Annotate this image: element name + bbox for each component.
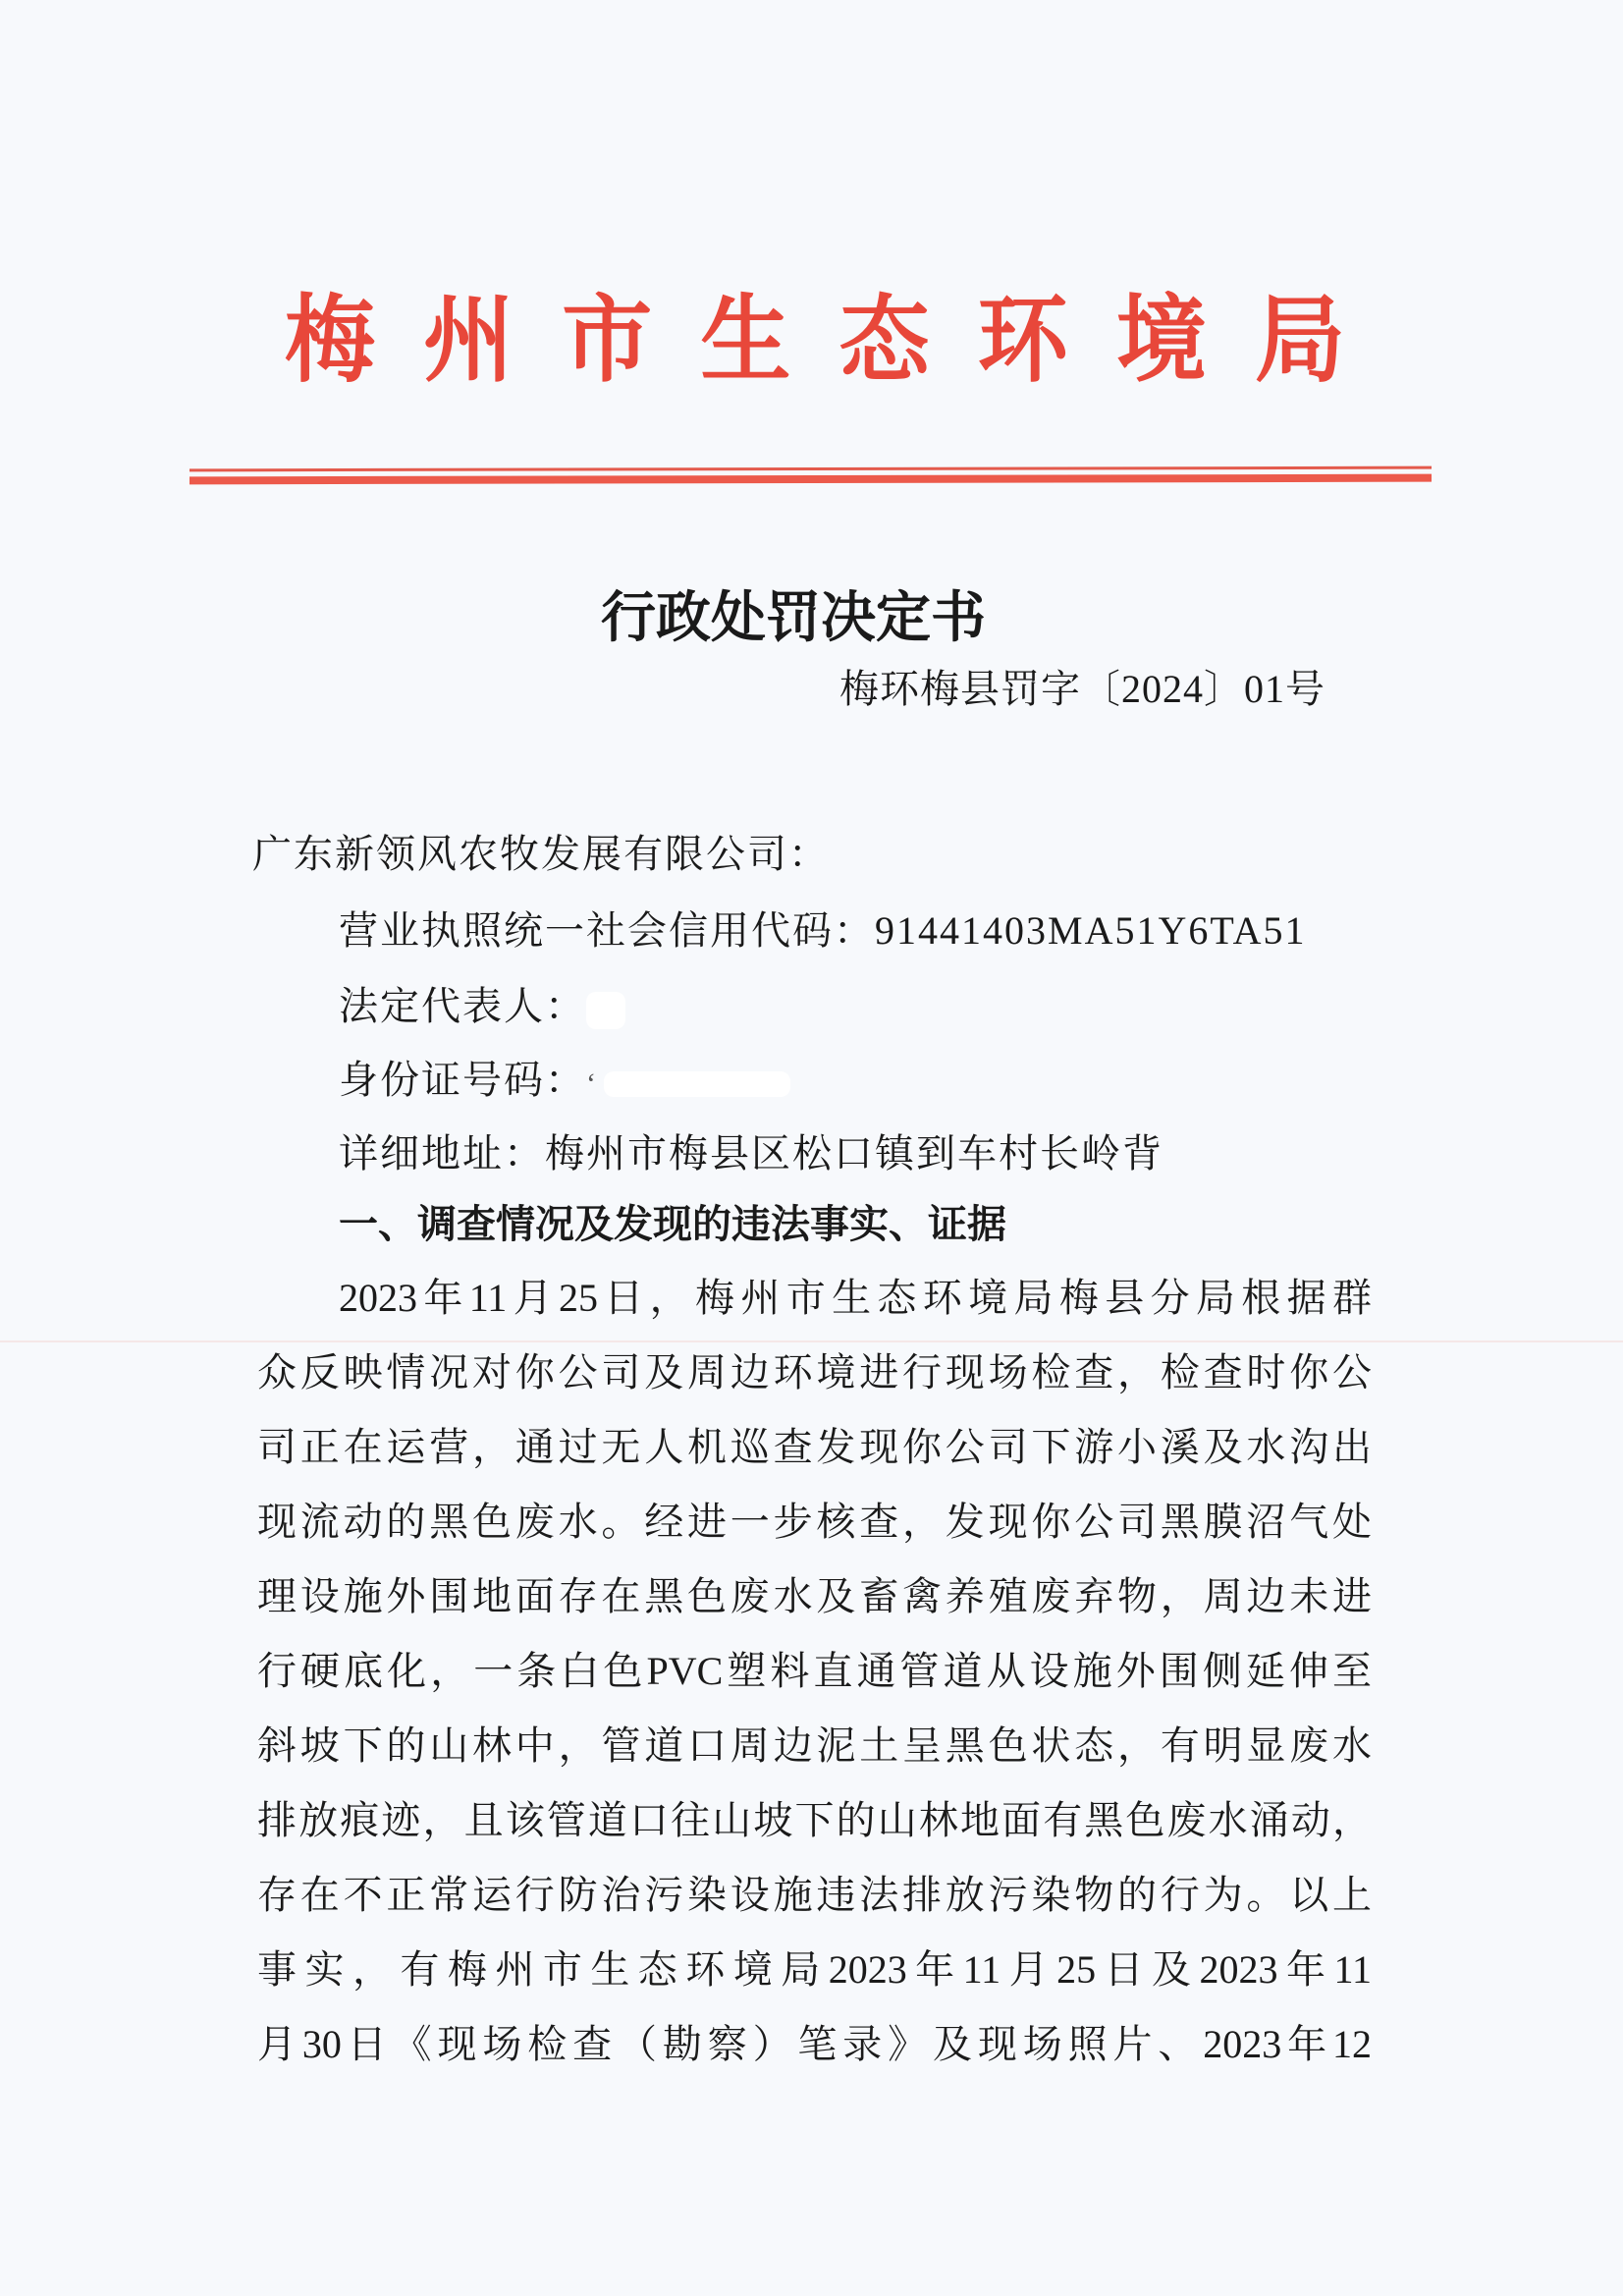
id-number-row bbox=[339, 1049, 790, 1105]
body-paragraph-line: 斜坡下的山林中，管道口周边泥土呈黑色状态，有明显废水 bbox=[257, 1723, 1372, 1768]
credit-code-value: 91441403MA51Y6TA51 bbox=[875, 908, 1307, 953]
body-paragraph-line: 司正在运营，通过无人机巡查发现你公司下游小溪及水沟出 bbox=[257, 1425, 1372, 1469]
letterhead-char: 态 bbox=[839, 284, 930, 396]
letterhead-char: 梅 bbox=[285, 284, 376, 396]
letterhead-char: 局 bbox=[1254, 284, 1345, 396]
address-value: 梅州市梅县区松口镇到车村长岭背 bbox=[545, 1131, 1163, 1175]
body-paragraph-line: 行硬底化，一条白色PVC塑料直通管道从设施外围侧延伸至 bbox=[257, 1649, 1372, 1693]
credit-code-row bbox=[339, 900, 1306, 956]
letterhead-char: 生 bbox=[700, 284, 791, 396]
body-paragraph-line: 存在不正常运行防治污染设施违法排放污染物的行为。以上 bbox=[257, 1873, 1372, 1917]
letterhead-org-name bbox=[285, 284, 1345, 396]
letterhead-divider-thick bbox=[189, 474, 1432, 485]
body-paragraph-line: 理设施外围地面存在黑色废水及畜禽养殖废弃物，周边未进 bbox=[257, 1574, 1372, 1618]
letterhead-char: 州 bbox=[423, 284, 514, 396]
letterhead-char: 市 bbox=[562, 284, 653, 396]
body-paragraph-line: 2023年11月25日，梅州市生态环境局梅县分局根据群 bbox=[339, 1276, 1372, 1320]
body-paragraph-line: 排放痕迹，且该管道口往山坡下的山林地面有黑色废水涌动， bbox=[257, 1798, 1372, 1842]
letterhead-char: 环 bbox=[977, 284, 1068, 396]
document-number: 梅环梅县罚字〔2024〕01号 bbox=[839, 667, 1325, 711]
body-paragraph-line: 现流动的黑色废水。经进一步核查，发现你公司黑膜沼气处 bbox=[257, 1500, 1372, 1544]
address-label: 详细地址： bbox=[339, 1131, 545, 1175]
letterhead-divider-thin bbox=[189, 466, 1432, 472]
id-number-prefix-partial: ʻ bbox=[586, 1067, 598, 1100]
address-row bbox=[339, 1122, 1163, 1178]
section-heading-investigation: 一、调查情况及发现的违法事实、证据 bbox=[339, 1202, 1006, 1247]
body-paragraph-line: 月30日《现场检查（勘察）笔录》及现场照片、2023年12 bbox=[257, 2022, 1372, 2066]
legal-rep-redaction bbox=[586, 992, 625, 1029]
credit-code-label: 营业执照统一社会信用代码： bbox=[339, 908, 875, 953]
body-paragraph-line: 众反映情况对你公司及周边环境进行现场检查，检查时你公 bbox=[257, 1350, 1372, 1394]
legal-rep-label: 法定代表人： bbox=[339, 984, 586, 1028]
id-number-redaction bbox=[604, 1071, 790, 1097]
letterhead-char: 境 bbox=[1115, 284, 1207, 396]
legal-rep-row bbox=[339, 975, 625, 1031]
document-title: 行政处罚决定书 bbox=[601, 585, 986, 650]
addressee-company: 广东新领风农牧发展有限公司： bbox=[252, 832, 830, 876]
id-number-label: 身份证号码： bbox=[339, 1058, 586, 1102]
body-paragraph-line: 事实，有梅州市生态环境局2023年11月25日及2023年11 bbox=[257, 1947, 1372, 1992]
